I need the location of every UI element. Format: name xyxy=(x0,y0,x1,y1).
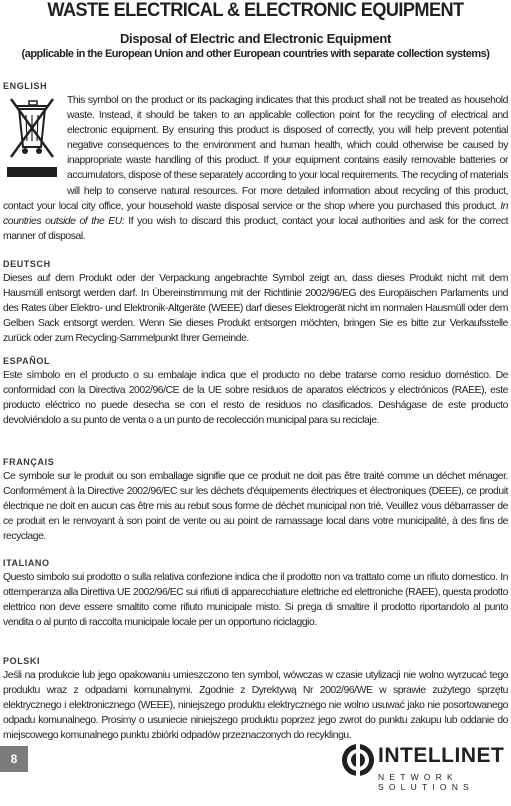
crossed-out-wheelie-bin-icon xyxy=(3,95,61,185)
language-heading-francais: FRANÇAIS xyxy=(3,457,55,467)
section-francais xyxy=(3,456,508,544)
language-heading-deutsch: DEUTSCH xyxy=(3,259,51,269)
section-polski xyxy=(3,655,508,743)
applicability-note: (applicable in the European Union and other European countries with separate collection systems) xyxy=(21,48,490,60)
espanol-text: Este símbolo en el producto o su embalaje indica que el producto no debe tratarse como residuo doméstico. De conformidad con la Directiva 2002/96/CE de la UE sobre residuos de aparatos eléctricos y electrónicos (RAEE), este producto eléctrico no puede desecha se con el resto de residuos no clasificados. Deshágase de este producto devolviéndolo a su punto de venta o a un punto de recolección municipal para su reciclaje. xyxy=(3,370,508,427)
logo-tagline: NETWORK SOLUTIONS xyxy=(378,772,474,792)
english-text-part1: This symbol on the product or its packaging indicates that this product shall not be treated as household waste. Instead, it should be taken to an applicable collection point for the recycling of electrical and electronic equipment. By ensuring this product is disposed of correctly, you will help prevent potential negative consequences to the environment and human health, which could otherwise be caused by inappropriate waste handling of this product. If your equipment contains easily removable batteries or accumulators, dispose of these separately according to your local requirements. The recycling of materials will help to conserve natural resources. For more detailed information about recycling of this product, contact your local city office, your household waste disposal service or the shop where you purchased this product. xyxy=(3,95,508,212)
deutsch-text: Dieses auf dem Produkt oder der Verpackung angebrachte Symbol zeigt an, dass dieses Produkt nicht mit dem Hausmüll entsorgt werden darf. In Übereinstimmung mit der Richtlinie 2002/96/EG des Europäischen Parlaments und des Rates über Elektro- und Elektronik-Altgeräte (WEEE) darf dieses Elektrogerät nicht im normalen Hausmüll oder dem Gelben Sack entsorgt werden. Wenn Sie dieses Produkt entsorgen möchten, bringen Sie es bitte zur Verkaufsstelle zurück oder zum Recycling-Sammelpunkt Ihrer Gemeinde. xyxy=(3,273,508,345)
section-espanol xyxy=(3,355,508,428)
section-italiano xyxy=(3,557,508,630)
language-heading-polski: POLSKI xyxy=(3,656,41,666)
section-deutsch xyxy=(3,258,508,346)
page-subtitle: Disposal of Electric and Electronic Equipment xyxy=(119,31,392,46)
page-title: WASTE ELECTRICAL & ELECTRONIC EQUIPMENT xyxy=(47,0,464,21)
italiano-text: Questo simbolo sui prodotto o sulla relativa confezione indica che il prodotto non va trattato come un rifiuto domestico. In ottemperanza alla Direttiva UE 2002/96/EC sui rifiuti di apparecchiature elettriche ed elettroniche (RAEE), questa prodotto elettrico non deve essere smaltito come rifiuto municipale misto. Si prega di smaltire il prodotto riportandolo al punto vendita o al punto di raccolta municipale locale per un opportuno riciclaggio. xyxy=(3,572,508,629)
logo-wordmark: INTELLINET xyxy=(378,744,505,767)
english-text xyxy=(3,93,508,244)
section-english xyxy=(3,80,508,244)
english-text-italic: In countries outside of the EU: xyxy=(3,200,508,227)
language-heading-english: ENGLISH xyxy=(3,81,48,91)
english-text-part2: If you wish to discard this product, contact your local authorities and ask for the correct manner of disposal. xyxy=(3,215,509,242)
language-heading-espanol: ESPAÑOL xyxy=(3,356,51,366)
page-number: 8 xyxy=(0,746,28,772)
intellinet-logo xyxy=(340,742,508,802)
polski-text: Jeśli na produkcie lub jego opakowaniu umieszczono ten symbol, wówczas w czasie utylizacji nie wolno wyrzucać tego produktu wraz z odpadami komunalnymi. Zgodnie z Dyrektywą Nr 2002/96/WE w sprawie zużytego sprzętu elektrycznego i elektronicznego (WEEE), niniejszego produktu elektrycznego nie wolno usuwać jako nie posortowanego odpadu komunalnego. Prosimy o usuniecie niniejszego produktu poprzez jego zwrot do punktu zakupu lub oddanie do miejscowego komunalnego punktu zbiórki odpadów przeznaczonych do recyklingu. xyxy=(3,670,508,742)
intellinet-logo-mark-icon xyxy=(340,742,376,778)
francais-text: Ce symbole sur le produit ou son emballage signifie que ce produit ne doit pas être traité comme un déchet ménager. Conformément à la Directive 2002/96/EC sur les déchets d'équipements électriques et électroniques (DEEE), ce produit électrique ne doit en aucun cas être mis au rebut sous forme de déchet municipal non trié. Veuillez vous débarrasser de ce produit en le renvoyant à son point de vente ou au point de ramassage local dans votre municipalité, à des fins de recyclage. xyxy=(3,471,508,543)
language-heading-italiano: ITALIANO xyxy=(3,558,50,568)
